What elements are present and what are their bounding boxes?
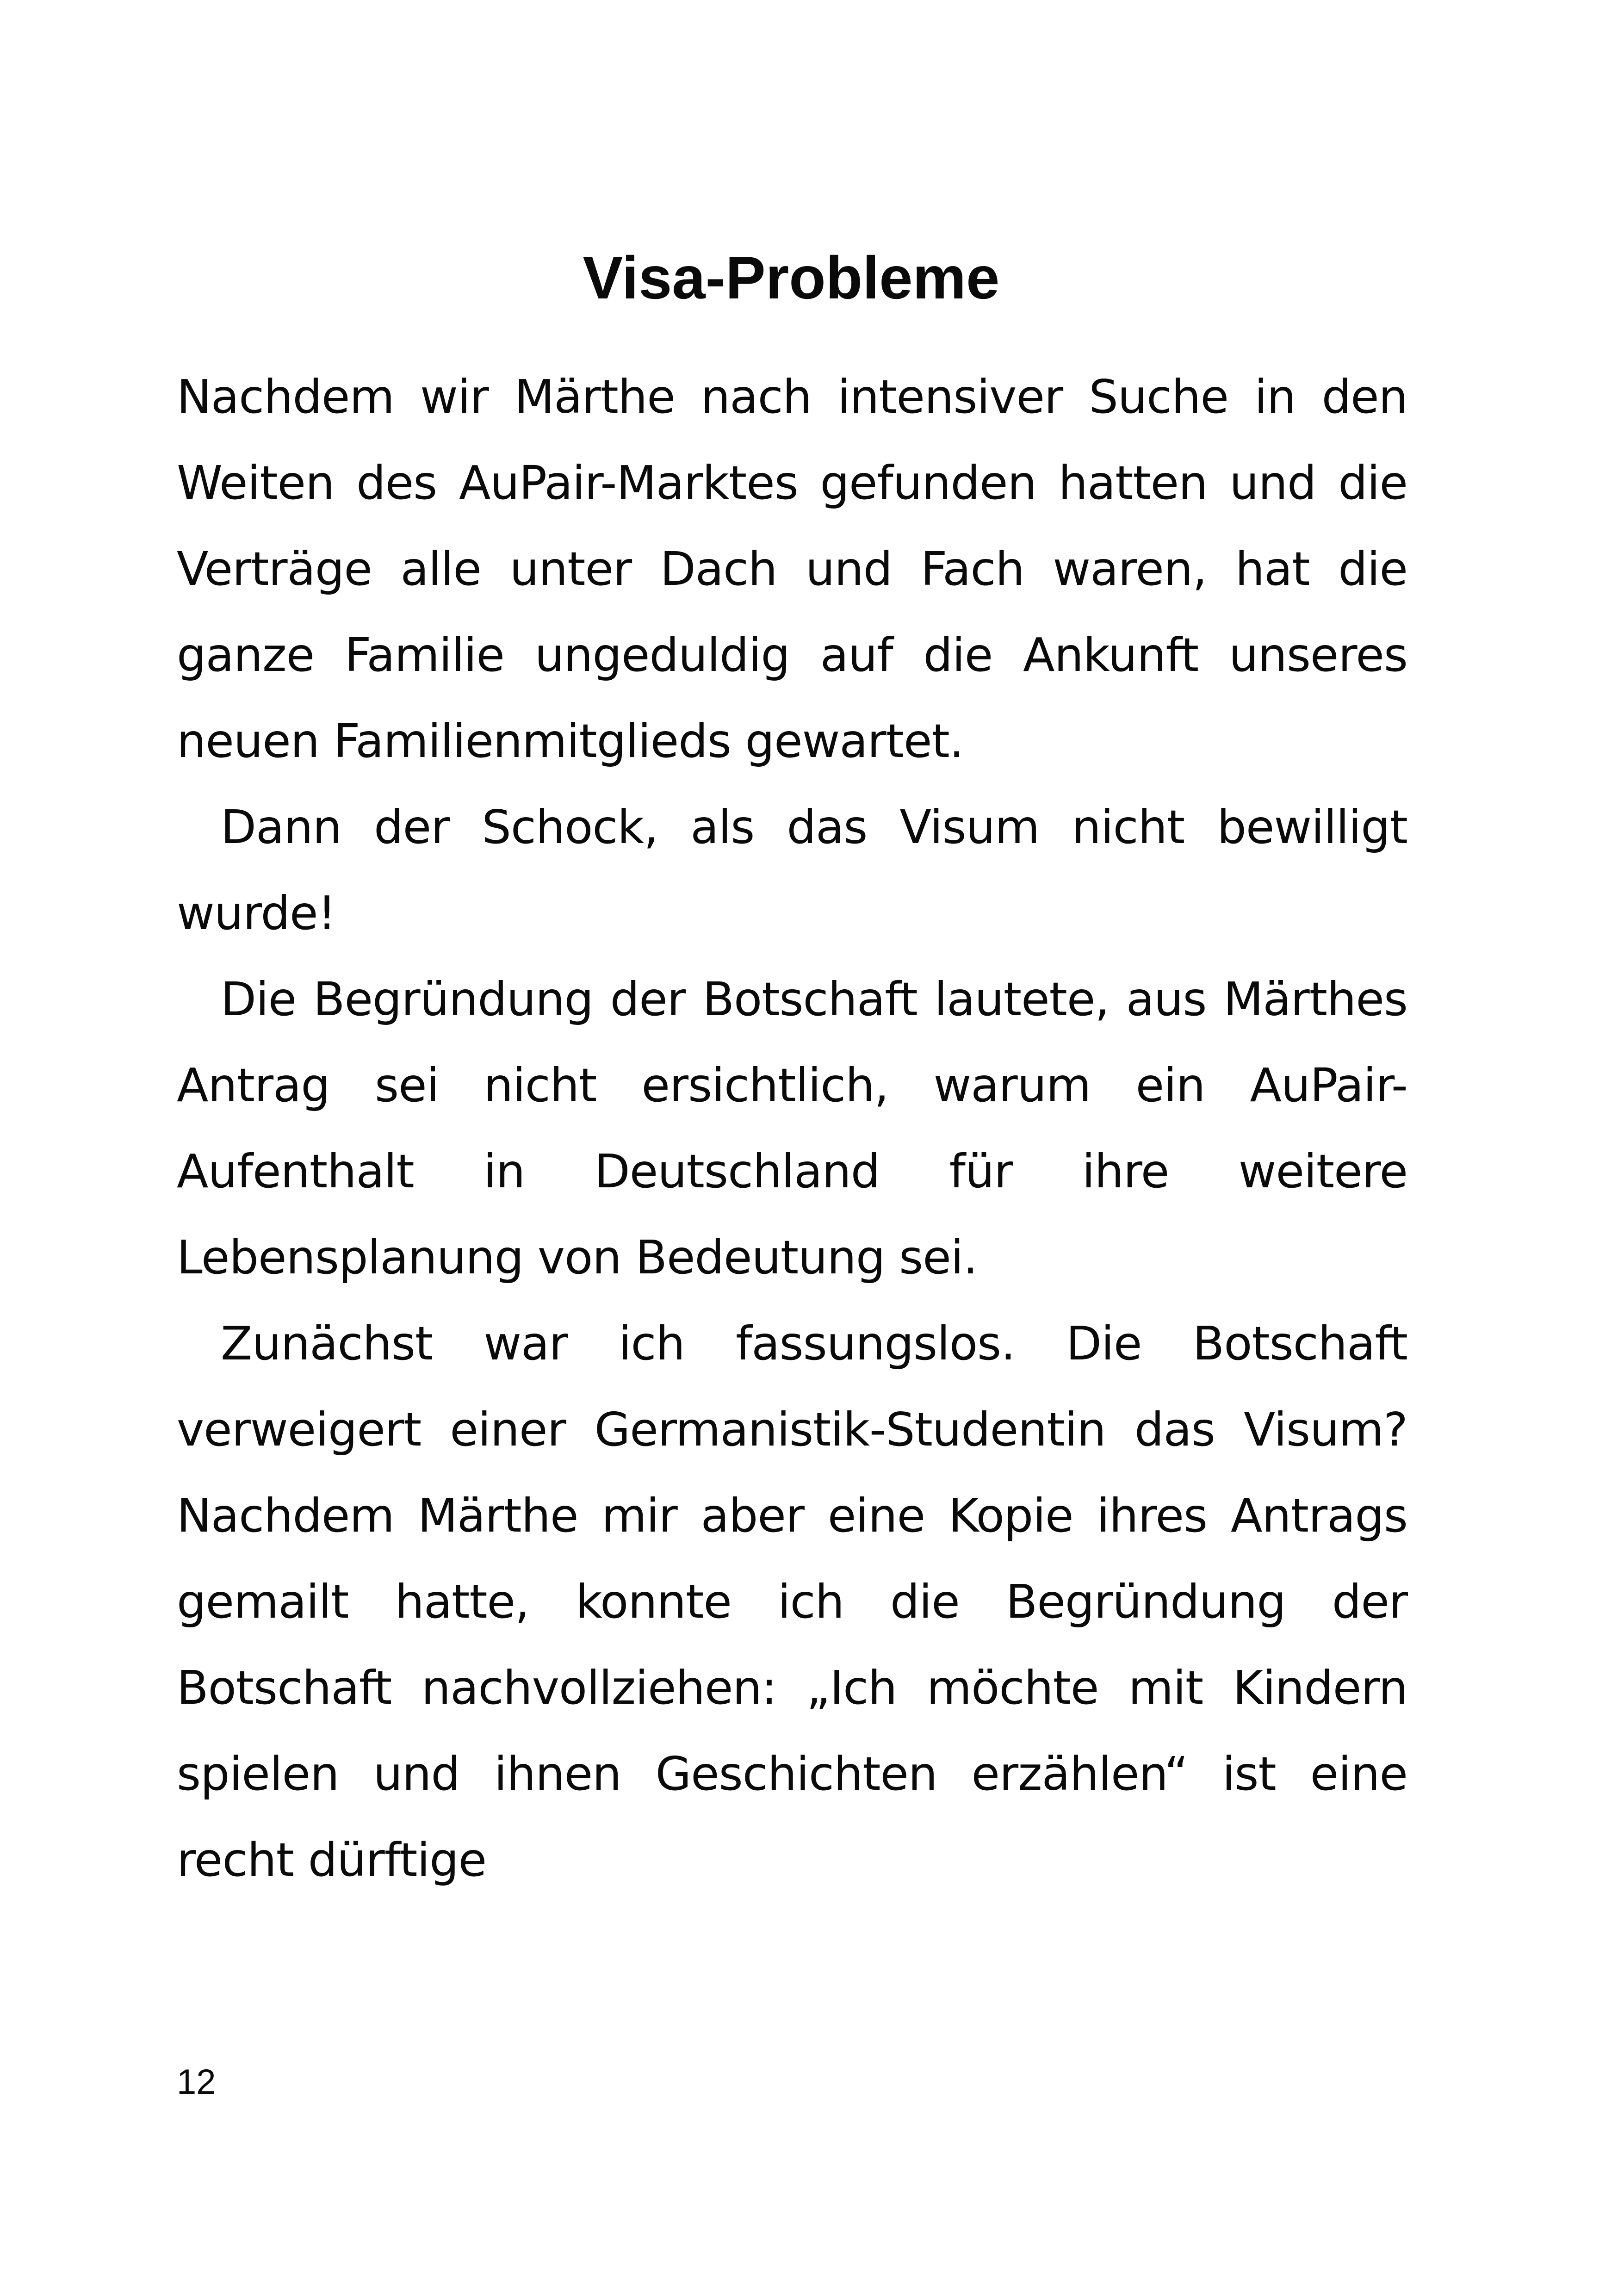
- chapter-title: Visa-Probleme: [583, 244, 1000, 311]
- paragraph: Dann der Schock, als das Visum nicht bewilligt wurde!: [177, 800, 1407, 940]
- chapter-body: [177, 354, 1407, 1903]
- paragraph: Nachdem wir Märthe nach intensiver Suche in den Weiten des AuPair-Marktes gefunden hatten und die Verträge alle unter Dach und Fach waren, hat die ganze Familie ungeduldig auf die Ankunft unseres neuen Familienmitglieds gewartet.: [177, 370, 1407, 768]
- paragraph: Die Begründung der Botschaft lautete, aus Märthes Antrag sei nicht ersichtlich, warum ein AuPair-Aufenthalt in Deutschland für ihre weitere Lebensplanung von Bedeutung sei.: [177, 972, 1407, 1285]
- paragraph: Zunächst war ich fassungslos. Die Botschaft verweigert einer Germanistik-Studentin das Visum? Nachdem Märthe mir aber eine Kopie ihres Antrags gemailt hatte, konnte ich die Begründung der Botschaft nachvollziehen: „Ich möchte mit Kindern spielen und ihnen Geschichten erzählen“ ist eine recht dürftige: [177, 1316, 1407, 1887]
- page-number: 12: [177, 2062, 216, 2102]
